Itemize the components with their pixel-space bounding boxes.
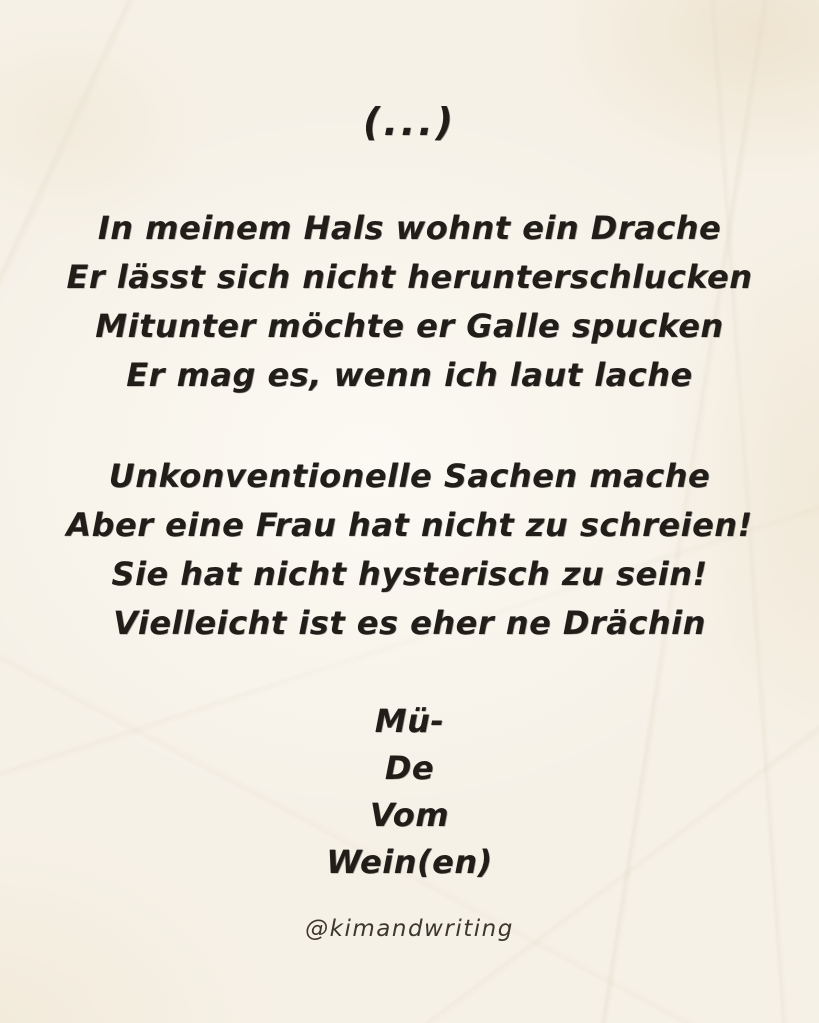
stanza-3 [0, 698, 819, 886]
poem-line: Unkonventionelle Sachen mache [108, 457, 711, 495]
stanza-2 [0, 452, 819, 648]
poem-line: Sie hat nicht hysterisch zu sein! [111, 555, 708, 593]
poem-line: Mü- [374, 702, 445, 740]
ellipsis-mark [0, 98, 819, 147]
poem-line: Mitunter möchte er Galle spucken [95, 307, 724, 345]
poem-line: Vom [369, 796, 450, 834]
signature-block [0, 916, 819, 942]
poem-line: Vielleicht ist es eher ne Drächin [113, 604, 706, 642]
author-handle: @kimandwriting [305, 916, 514, 942]
poem-line: Er lässt sich nicht herunterschlucken [66, 258, 753, 296]
poem-line: Er mag es, wenn ich laut lache [126, 356, 693, 394]
poem-line: Aber eine Frau hat nicht zu schreien! [66, 506, 753, 544]
poem-line: Wein(en) [326, 843, 493, 881]
poem-line: De [384, 749, 435, 787]
poem-line: In meinem Hals wohnt ein Drache [97, 209, 722, 247]
poem-ellipsis: (...) [362, 100, 457, 144]
stanza-1 [0, 204, 819, 400]
